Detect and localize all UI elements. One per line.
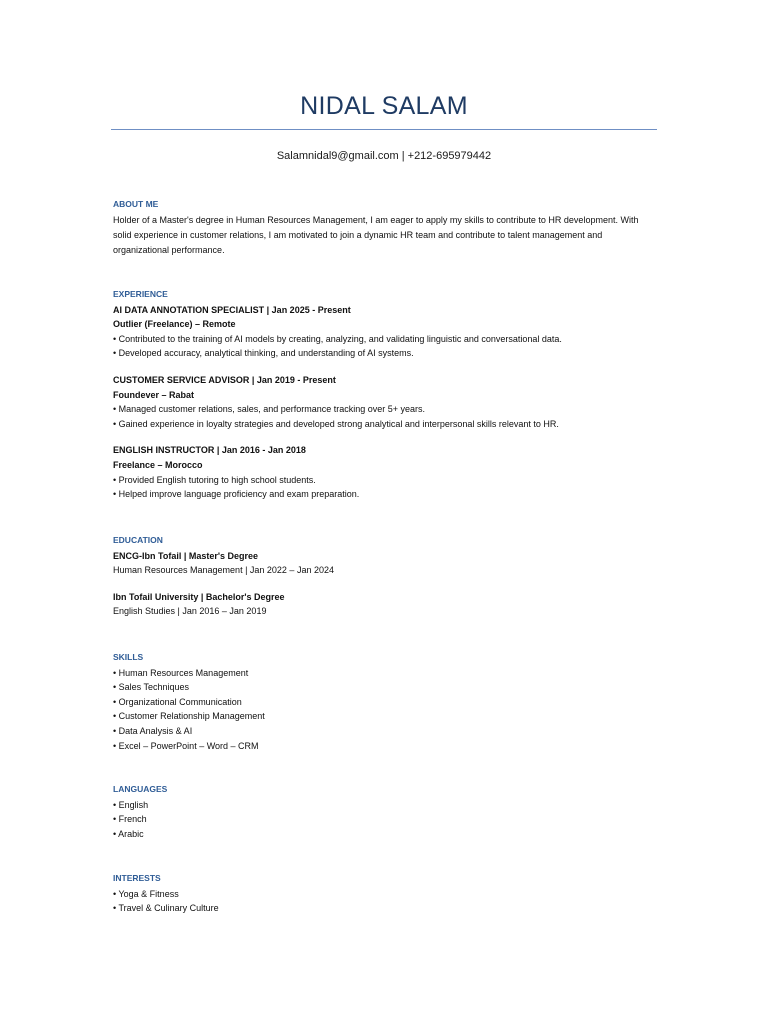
list-item: • Yoga & Fitness (113, 888, 179, 899)
job-org: Outlier (Freelance) – Remote (113, 319, 236, 330)
about-line: Holder of a Master's degree in Human Resources Management, I am eager to apply my skills to contribute to HR development. With (113, 214, 639, 225)
job-role: ENGLISH INSTRUCTOR | Jan 2016 - Jan 2018 (113, 445, 306, 456)
list-item: • Organizational Communication (113, 696, 242, 707)
job-bullet: • Contributed to the training of AI models by creating, analyzing, and validating linguistic and conversational data. (113, 333, 562, 344)
list-item: • Excel – PowerPoint – Word – CRM (113, 740, 259, 751)
education-title: EDUCATION (113, 535, 163, 545)
job-org: Freelance – Morocco (113, 459, 203, 470)
list-item: • Data Analysis & AI (113, 725, 193, 736)
job-role: CUSTOMER SERVICE ADVISOR | Jan 2019 - Present (113, 374, 336, 385)
interests-title: INTERESTS (113, 873, 161, 883)
education-detail: English Studies | Jan 2016 – Jan 2019 (113, 606, 267, 617)
list-item: • French (113, 814, 147, 825)
job-bullet: • Gained experience in loyalty strategies and developed strong analytical and interpersonal skills relevant to HR. (113, 418, 559, 429)
list-item: • Human Resources Management (113, 667, 249, 678)
list-item: • Customer Relationship Management (113, 711, 265, 722)
header-divider (111, 129, 657, 130)
list-item: • Arabic (113, 828, 144, 839)
about-line: organizational performance. (113, 244, 225, 255)
job-bullet: • Developed accuracy, analytical thinking, and understanding of AI systems. (113, 348, 414, 359)
about-line: solid experience in customer relations, I am motivated to join a dynamic HR team and contribute to talent management and (113, 229, 603, 240)
experience-section (113, 287, 658, 502)
job-entry (113, 303, 658, 361)
about-section (113, 197, 658, 258)
contact-info: Salamnidal9@gmail.com | +212-695979442 (276, 150, 492, 162)
languages-section (113, 782, 658, 841)
skills-section (113, 650, 658, 753)
job-org: Foundever – Rabat (113, 389, 195, 400)
list-item: • English (113, 799, 149, 810)
skills-title: SKILLS (113, 652, 144, 662)
job-bullet: • Helped improve language proficiency and exam preparation. (113, 489, 360, 500)
interests-section (113, 871, 658, 916)
job-role: AI DATA ANNOTATION SPECIALIST | Jan 2025 - Present (113, 304, 351, 315)
experience-title: EXPERIENCE (113, 289, 168, 299)
education-entry (113, 549, 658, 578)
job-entry (113, 373, 658, 431)
candidate-name: NIDAL SALAM (300, 92, 468, 120)
education-section (113, 533, 658, 619)
list-item: • Sales Techniques (113, 682, 190, 693)
job-entry (113, 443, 658, 501)
list-item: • Travel & Culinary Culture (113, 903, 219, 914)
about-title: ABOUT ME (113, 199, 159, 209)
education-school: ENCG-Ibn Tofail | Master's Degree (113, 550, 259, 561)
education-entry (113, 590, 658, 619)
job-bullet: • Provided English tutoring to high school students. (113, 474, 316, 485)
education-detail: Human Resources Management | Jan 2022 – Jan 2024 (113, 565, 334, 576)
languages-title: LANGUAGES (113, 784, 168, 794)
education-school: Ibn Tofail University | Bachelor's Degree (113, 591, 285, 602)
job-bullet: • Managed customer relations, sales, and performance tracking over 5+ years. (113, 404, 426, 415)
